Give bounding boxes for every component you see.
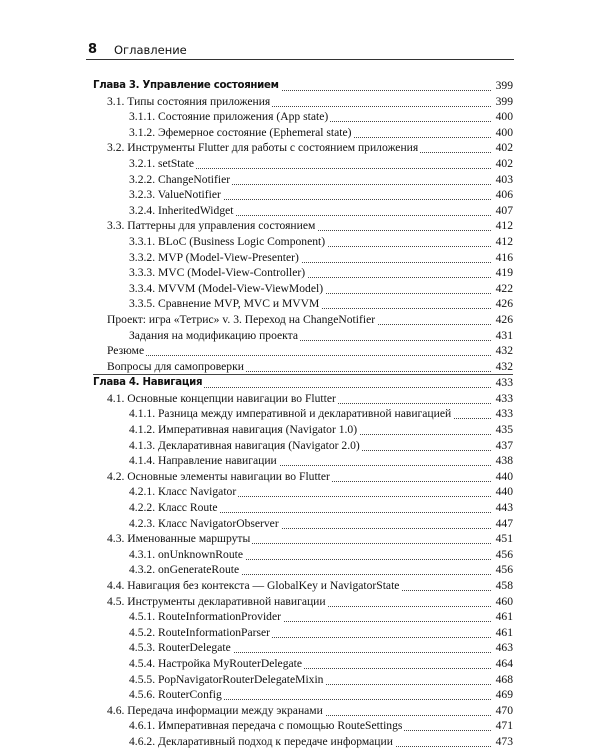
toc-entry-page: 412 [495, 234, 513, 248]
toc-entry-page: 426 [495, 312, 513, 326]
toc-entry-page: 443 [495, 501, 513, 515]
toc-entry-page: 461 [495, 610, 513, 624]
toc-entry-page: 400 [495, 110, 513, 124]
toc-entry-title: 3.1.2. Эфемерное состояние (Ephemeral state) [129, 125, 352, 139]
toc-entry [93, 343, 513, 359]
toc-entry-title: 3.1.1. Состояние приложения (App state) [129, 110, 329, 124]
toc-chapter-entry [93, 374, 513, 391]
toc-entry-title: 4.2. Основные элементы навигации во Flutter [107, 469, 330, 483]
toc-entry [93, 469, 513, 485]
toc-entry-page: 458 [495, 579, 513, 592]
toc-entry [93, 594, 513, 610]
toc-entry-title: 4.5.5. PopNavigatorRouterDelegateMixin [129, 672, 324, 686]
toc-entry-page: 463 [495, 641, 513, 655]
toc-entry-title: 3.2.1. setState [129, 156, 195, 170]
toc-entry-title: 3.3.5. Сравнение MVP, MVC и MVVM [129, 297, 320, 311]
toc-entry [93, 625, 513, 641]
header-rule [86, 59, 514, 60]
toc-entry-page: 456 [495, 563, 513, 577]
toc-entry-title: 4.4. Навигация без контекста — GlobalKey и NavigatorState [107, 579, 400, 592]
toc-entry-page: 399 [495, 79, 513, 92]
toc-entry-page: 433 [495, 391, 513, 405]
toc-entry [93, 687, 513, 703]
toc-entry [93, 281, 513, 297]
toc-entry-page: 419 [495, 266, 513, 280]
toc-entry-title: 3.3.2. MVP (Model-View-Presenter) [129, 250, 299, 264]
toc-entry-title: 4.1. Основные концепции навигации во Flutter [107, 391, 336, 405]
toc-entry-page: 416 [495, 250, 513, 264]
toc-entry [93, 203, 513, 219]
toc-entry-page: 460 [495, 594, 513, 608]
toc-entry-page: 406 [495, 188, 513, 202]
toc-entry-title: 4.5.6. RouterConfig [129, 688, 222, 702]
toc-entry-page: 437 [495, 438, 513, 452]
toc-entry-title: 3.3.4. MVVM (Model-View-ViewModel) [129, 281, 324, 295]
toc-entry-title: 4.1.1. Разница между императивной и декларативной навигацией [129, 407, 452, 421]
toc-entry [93, 312, 513, 328]
toc-entry [93, 734, 513, 750]
toc-entry-page: 399 [495, 94, 513, 108]
toc-entry [93, 218, 513, 234]
toc-entry-title: 4.1.2. Императивная навигация (Navigator 1.0) [129, 423, 358, 437]
toc-entry-page: 426 [495, 297, 513, 311]
toc-entry [93, 406, 513, 422]
toc-entry-page: 431 [495, 328, 513, 342]
toc-entry-page: 468 [495, 672, 513, 686]
toc-entry-page: 440 [495, 469, 513, 483]
toc-entry [93, 578, 513, 594]
toc-entry [93, 703, 513, 719]
table-of-contents [93, 78, 513, 750]
toc-entry-title: 3.1. Типы состояния приложения [107, 94, 271, 108]
toc-entry [93, 234, 513, 250]
toc-entry [93, 265, 513, 281]
toc-entry [93, 531, 513, 547]
toc-entry-page: 412 [495, 219, 513, 233]
toc-entry-page: 471 [495, 719, 513, 733]
toc-entry-title: 3.3.1. BLoC (Business Logic Component) [129, 234, 326, 248]
toc-entry-title: 4.1.3. Декларативная навигация (Navigator 2.0) [129, 438, 360, 452]
toc-entry-title: 4.3.2. onGenerateRoute [129, 563, 240, 577]
toc-entry [93, 609, 513, 625]
toc-entry [93, 359, 513, 375]
toc-entry-title: Глава 3. Управление состоянием [93, 78, 281, 94]
toc-entry [93, 328, 513, 344]
toc-entry [93, 296, 513, 312]
page-number: 8 [88, 42, 98, 57]
toc-entry-title: 3.3. Паттерны для управления состоянием [107, 219, 316, 233]
toc-entry-page: 402 [495, 141, 513, 155]
toc-entry-page: 451 [495, 532, 513, 546]
toc-entry-title: 4.6.2. Декларативный подход к передаче информации [129, 734, 393, 748]
toc-entry [93, 547, 513, 563]
toc-entry-page: 407 [495, 203, 513, 217]
toc-entry-title: 4.2.2. Класс Route [129, 501, 218, 515]
toc-entry-title: 4.5. Инструменты декларативной навигации [107, 594, 326, 608]
toc-entry-title: 4.5.2. RouteInformationParser [129, 625, 271, 639]
toc-chapter-entry [93, 78, 513, 94]
toc-entry [93, 640, 513, 656]
toc-entry [93, 422, 513, 438]
toc-entry-page: 403 [495, 172, 513, 186]
dot-leader [107, 355, 491, 356]
toc-entry [93, 453, 513, 469]
toc-entry-page: 470 [495, 703, 513, 717]
running-head: Оглавление [114, 43, 187, 57]
toc-entry-title: 4.2.3. Класс NavigatorObserver [129, 516, 279, 530]
toc-entry-title: Задания на модификацию проекта [129, 328, 298, 342]
toc-entry-title: 3.2.4. InheritedWidget [129, 203, 234, 217]
toc-entry-title: Проект: игра «Тетрис» v. 3. Переход на ChangeNotifier [107, 312, 376, 326]
toc-entry [93, 125, 513, 141]
toc-entry-title: 4.5.1. RouteInformationProvider [129, 610, 281, 624]
toc-entry-page: 461 [495, 625, 513, 639]
toc-entry-page: 432 [495, 359, 513, 373]
toc-entry-page: 440 [495, 485, 513, 499]
toc-entry [93, 109, 513, 125]
toc-entry-title: Вопросы для самопроверки [107, 359, 244, 373]
toc-entry [93, 140, 513, 156]
toc-entry-title: 4.3. Именованные маршруты [107, 532, 251, 546]
toc-entry [93, 156, 513, 172]
toc-entry [93, 484, 513, 500]
toc-entry-page: 433 [495, 376, 513, 390]
toc-entry-page: 433 [495, 407, 513, 421]
toc-entry-page: 469 [495, 688, 513, 702]
toc-entry-title: 3.2. Инструменты Flutter для работы с состоянием приложения [107, 141, 419, 155]
toc-entry-page: 402 [495, 156, 513, 170]
toc-entry-page: 438 [495, 454, 513, 468]
toc-entry [93, 500, 513, 516]
toc-entry [93, 250, 513, 266]
toc-entry-title: 3.2.2. ChangeNotifier [129, 172, 231, 186]
toc-entry-title: Резюме [107, 344, 145, 358]
toc-entry-page: 435 [495, 423, 513, 437]
toc-entry-page: 432 [495, 344, 513, 358]
toc-entry [93, 562, 513, 578]
toc-entry-page: 447 [495, 516, 513, 530]
toc-entry [93, 672, 513, 688]
toc-entry-title: 3.3.3. MVC (Model-View-Controller) [129, 266, 306, 280]
toc-entry [93, 187, 513, 203]
toc-entry-title: 4.3.1. onUnknownRoute [129, 547, 244, 561]
toc-entry [93, 172, 513, 188]
toc-entry-title: 4.5.3. RouterDelegate [129, 641, 231, 655]
toc-entry [93, 438, 513, 454]
toc-entry-title: 4.2.1. Класс Navigator [129, 485, 237, 499]
toc-entry [93, 94, 513, 110]
toc-entry [93, 391, 513, 407]
toc-entry-page: 464 [495, 656, 513, 670]
toc-entry-page: 473 [495, 734, 513, 748]
toc-entry-title: 4.6. Передача информации между экранами [107, 703, 323, 717]
toc-entry-page: 456 [495, 547, 513, 561]
toc-entry-title: 4.1.4. Направление навигации [129, 454, 277, 468]
toc-entry [93, 718, 513, 734]
toc-entry [93, 656, 513, 672]
toc-entry-page: 422 [495, 281, 513, 295]
toc-entry-title: 4.6.1. Императивная передача с помощью RouteSettings [129, 719, 403, 733]
toc-entry [93, 516, 513, 532]
toc-entry-page: 400 [495, 125, 513, 139]
toc-entry-title: Глава 4. Навигация [93, 375, 204, 391]
toc-entry-title: 3.2.3. ValueNotifier [129, 188, 221, 202]
toc-entry-title: 4.5.4. Настройка MyRouterDelegate [129, 656, 303, 670]
